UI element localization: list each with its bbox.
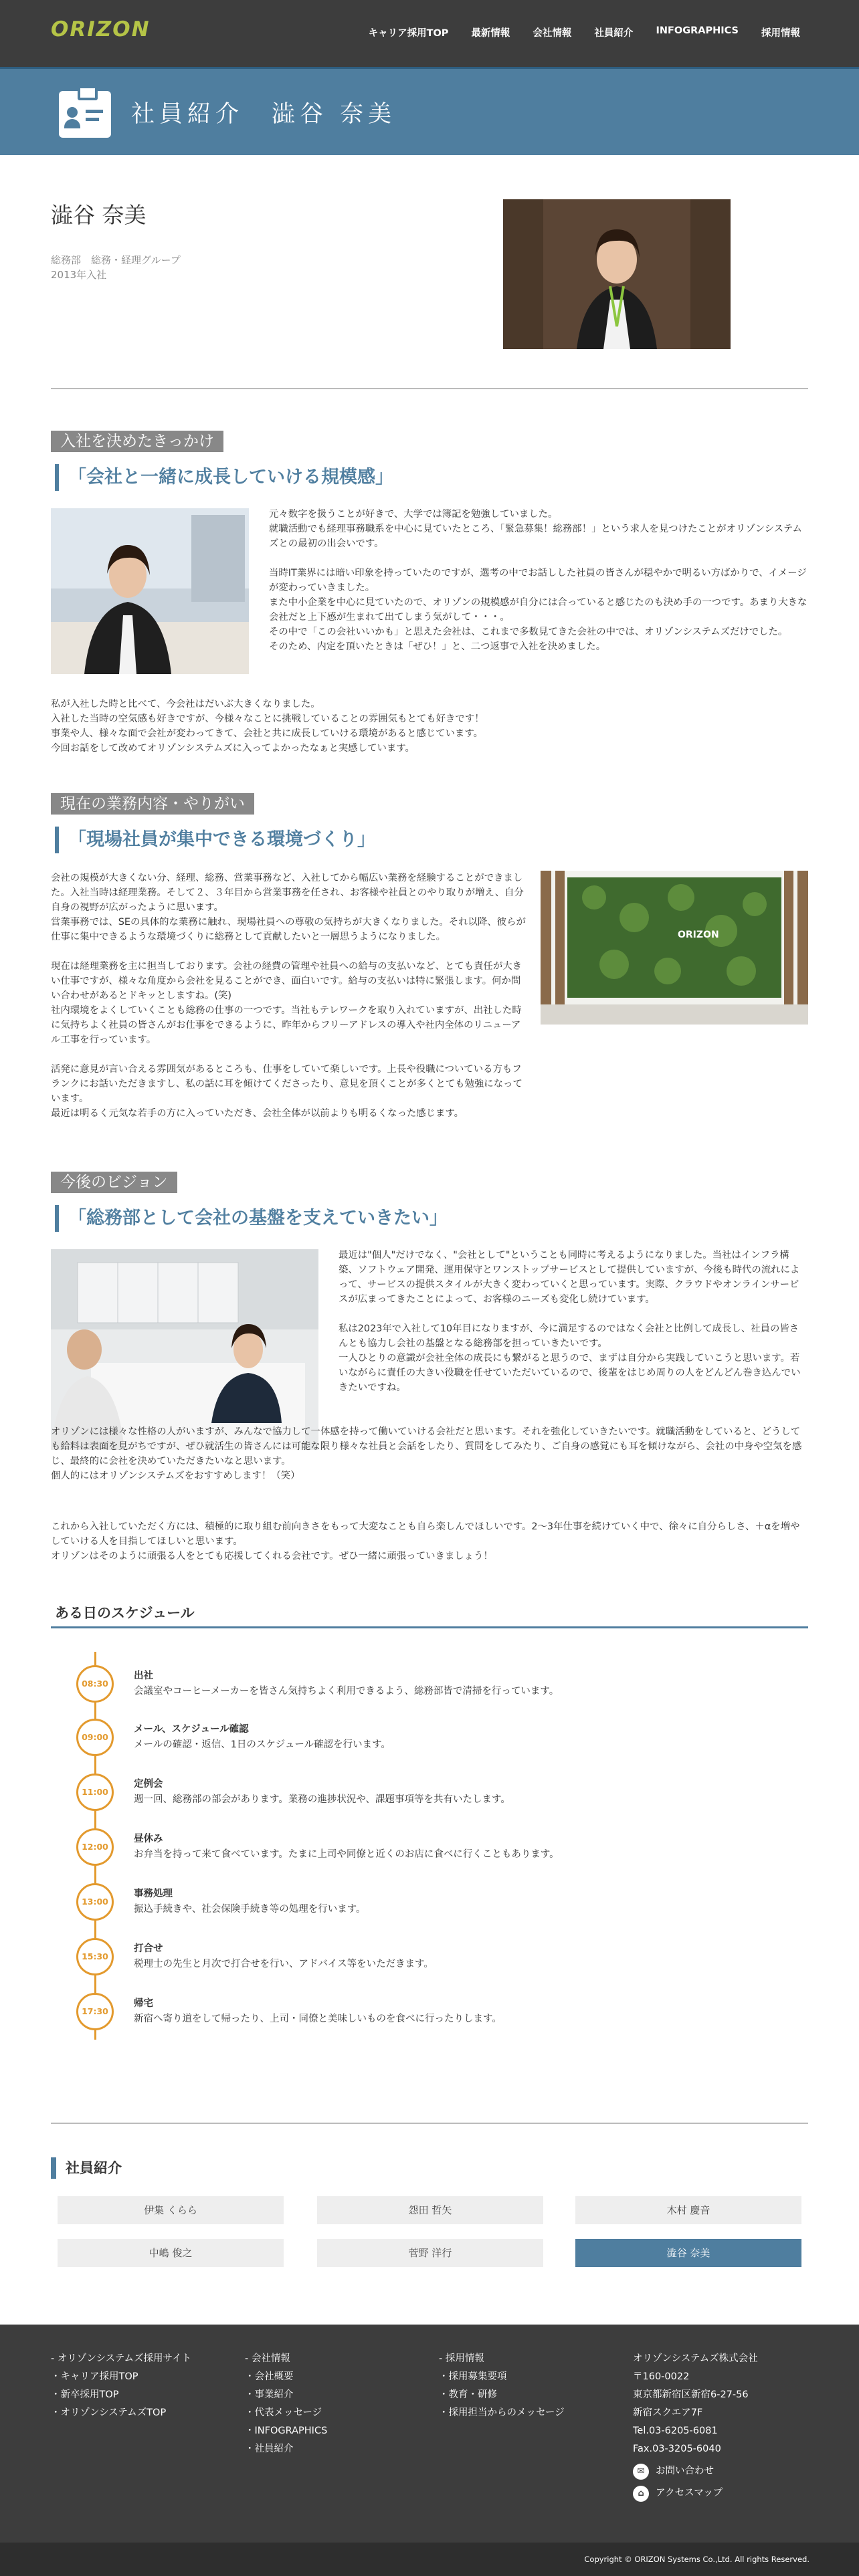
schedule-item-title: メール、スケジュール確認 xyxy=(134,1724,249,1735)
section-label: 入社を決めたきっかけ xyxy=(51,431,223,452)
schedule-item-desc: 新宿へ寄り道をして帰ったり、上司・同僚と美味しいものを食べに行ったりします。 xyxy=(134,2014,502,2024)
site-footer xyxy=(0,2325,859,2576)
divider xyxy=(51,2123,808,2124)
section2-text xyxy=(51,871,527,1136)
mail-icon: ✉ xyxy=(633,2464,649,2480)
footer-link[interactable]: - 採用情報 xyxy=(439,2353,484,2364)
footer-link[interactable]: ・キャリア採用TOP xyxy=(51,2371,138,2382)
time-badge: 11:00 xyxy=(76,1774,114,1811)
map-icon: ⌂ xyxy=(633,2486,649,2502)
footer-link[interactable]: ・教育・研修 xyxy=(439,2389,497,2400)
schedule-item xyxy=(76,1993,779,2033)
staff-link[interactable]: 伊集 くらら xyxy=(58,2196,284,2224)
footer-company-info xyxy=(633,2350,758,2502)
paragraph: 元々数字を扱うことが好きで、大学では簿記を勉強していました。 就職活動でも経理事務職系を中心に見ていたところ、「緊急募集！総務部！」という求人を見つけたことがオリゾンシステムズとの最初の出会いです。 xyxy=(269,509,802,549)
schedule-item-desc: 税理士の先生と月次で打合せを行い、アドバイス等をいただきます。 xyxy=(134,1959,434,1969)
schedule-item-title: 出社 xyxy=(134,1671,153,1681)
staff-link[interactable]: 木村 慶音 xyxy=(575,2196,801,2224)
paragraph: 私は2023年で入社して10年目になりますが、今に満足するのではなく会社と比例して成長し、社員の皆さんとも協力し会社の基盤となる総務部を担っていきたいです。 一人ひとりの意識が会社全体の成長にも繋がると思うので、まずは自分から実践していこうと思います。若いながらに責任の大きい役職を任せていただいているので、後輩をはじめ周りの人をどんどん巻き込んでいきたいですね。 xyxy=(339,1323,801,1393)
footer-link[interactable]: ・事業紹介 xyxy=(245,2389,294,2400)
profile-photo xyxy=(503,199,731,349)
paragraph: 会社の規模が大きくない分、経理、総務、営業事務など、入社してから幅広い業務を経験することができました。入社当時は経理業務。そして２、３年目から営業事務を任され、お客様や社員とのやり取りが増え、自分自身の視野が広がったように思います。 営業事務では、SEの具体的な業務に触れ、現場社員への尊敬の気持ちが大きくなりました。それ以降、彼らが仕事に集中できるような環境づくりに総務として貢献したいと一層思うようになりました。 xyxy=(51,873,526,942)
staff-link[interactable]: 怨田 哲矢 xyxy=(317,2196,543,2224)
copyright: Copyright © ORIZON Systems Co.,Ltd. All rights Reserved. xyxy=(0,2543,859,2576)
global-nav xyxy=(369,25,800,39)
footer-link[interactable]: - オリゾンシステムズ採用サイト xyxy=(51,2353,192,2364)
nav-career-top[interactable]: キャリア採用TOP xyxy=(368,28,449,39)
time-badge: 13:00 xyxy=(76,1883,114,1921)
schedule-item-desc: 週一回、総務部の部会があります。業務の進捗状況や、課題事項等を共有いたします。 xyxy=(134,1794,510,1805)
section-heading: 「総務部として会社の基盤を支えていきたい」 xyxy=(55,1205,448,1232)
time-badge: 15:30 xyxy=(76,1938,114,1975)
footer-link[interactable]: ・会社概要 xyxy=(245,2371,294,2382)
profile-year: 2013年入社 xyxy=(51,269,107,281)
footer-link[interactable]: ・オリゾンシステムズTOP xyxy=(51,2407,167,2418)
time-badge: 17:30 xyxy=(76,1993,114,2030)
schedule-item-title: 定例会 xyxy=(134,1779,163,1790)
paragraph: 最近は"個人"だけでなく、"会社として"ということも同時に考えるようになりました。当社はインフラ構築、ソフトウェア開発、運用保守とワンストップサービスとして提供していますが、今後も時代の流れによって、サービスの提供スタイルが大きく変わっていくと思っています。実際、クラウドやオンラインサービスが広まってきたことによって、お客様のニーズも変化し続けています。 xyxy=(339,1250,800,1305)
time-badge: 09:00 xyxy=(76,1719,114,1756)
section-heading: 「現場社員が集中できる環境づくり」 xyxy=(55,827,375,853)
schedule-item-title: 事務処理 xyxy=(134,1889,173,1899)
section1-text xyxy=(269,507,808,669)
company-fax: Fax.03-3205-6040 xyxy=(633,2444,721,2454)
section3-text xyxy=(339,1248,808,1410)
footer-col-company xyxy=(245,2350,327,2458)
site-logo[interactable]: ORIZON xyxy=(51,17,151,41)
time-badge: 08:30 xyxy=(76,1665,114,1703)
footer-col-recruit xyxy=(439,2350,565,2422)
footer-link[interactable]: ・代表メッセージ xyxy=(245,2407,322,2418)
nav-recruit[interactable]: 採用情報 xyxy=(761,28,800,39)
meeting-photo xyxy=(51,1249,318,1450)
profile-meta xyxy=(51,253,181,282)
staff-link-active[interactable]: 澁谷 奈美 xyxy=(575,2239,801,2267)
schedule-item xyxy=(76,1828,779,1868)
schedule-item-desc: 振込手続きや、社会保険手続き等の処理を行います。 xyxy=(134,1904,366,1915)
schedule-underline xyxy=(51,1626,808,1628)
nav-company[interactable]: 会社情報 xyxy=(533,28,572,39)
paragraph: オリゾンには様々な性格の人がいますが、みんなで協力して一体感を持って働いていける会社だと思います。それを強化していきたいです。就職活動をしていると、どうしても給料は表面を見がちですが、ぜひ就活生の皆さんには可能な限り様々な社員と会話をしたり、質問をしてみたり、ご自身の感覚にも耳を傾けながら、会社の中身や空気を感じ、最終的に会社を決めていただきたいなと思います。 個人的にはオリゾンシステムズをおすすめします！（笑） xyxy=(51,1426,802,1481)
paragraph: 活発に意見が言い合える雰囲気があるところも、仕事をしていて楽しいです。上長や役職についている方もフランクにお話いただきますし、私の話に耳を傾けてくださったり、意見を頂くことが多くとても勉強になっています。 最近は明るく元気な若手の方に入っていただき、会社全体が以前よりも明るくなった感じます。 xyxy=(51,1064,522,1119)
footer-link[interactable]: ・採用担当からのメッセージ xyxy=(439,2407,565,2418)
company-name: オリゾンシステムズ株式会社 xyxy=(633,2353,758,2364)
nav-staff[interactable]: 社員紹介 xyxy=(594,28,634,39)
company-tel: Tel.03-6205-6081 xyxy=(633,2426,718,2436)
footer-link[interactable]: ・INFOGRAPHICS xyxy=(245,2426,328,2436)
site-header xyxy=(0,0,859,67)
schedule-item xyxy=(76,1883,779,1923)
schedule-item-desc: 会議室やコーヒーメーカーを皆さん気持ちよく利用できるよう、総務部皆で清掃を行っています。 xyxy=(134,1686,559,1697)
footer-link[interactable]: ・採用募集要項 xyxy=(439,2371,507,2382)
section-label: 今後のビジョン xyxy=(51,1172,177,1193)
id-card-icon xyxy=(59,91,111,138)
office-sign: ORIZON xyxy=(678,930,719,940)
schedule-item xyxy=(76,1774,779,1814)
time-badge: 12:00 xyxy=(76,1828,114,1866)
nav-news[interactable]: 最新情報 xyxy=(471,28,510,39)
divider xyxy=(51,388,808,389)
schedule-item xyxy=(76,1719,779,1759)
contact-link[interactable]: ✉ お問い合わせ xyxy=(633,2462,758,2480)
section-heading: 「会社と一緒に成長していける規模感」 xyxy=(55,464,393,491)
footer-col-site xyxy=(51,2350,191,2422)
footer-link[interactable]: ・社員紹介 xyxy=(245,2444,294,2454)
schedule-item-title: 昼休み xyxy=(134,1834,163,1844)
paragraph: これから入社していただく方には、積極的に取り組む前向きさをもって大変なことも自ら楽しんでほしいです。2〜3年仕事を続けていく中で、徐々に自分らしさ、＋αを増やしていける人を目指してほしいと思います。 オリゾンはそのように頑張る人をとても応援してくれる会社です。ぜひ一緒に頑張っていきましょう！ xyxy=(51,1521,800,1562)
paragraph: 私が入社した時と比べて、今会社はだいぶ大きくなりました。 入社した当時の空気感も好きですが、今様々なことに挑戦していることの雰囲気もとても好きです！ 事業や人、様々な面で会社が変わってきて、会社と共に成長していける環境があると感じています。 今回お話をして改めてオリゾンシステムズに入ってよかったなぁと実感しています。 xyxy=(51,699,484,754)
schedule-item-title: 帰宅 xyxy=(134,1998,153,2009)
office-photo xyxy=(541,871,808,1025)
nav-infographics[interactable]: INFOGRAPHICS xyxy=(656,25,739,36)
staff-link[interactable]: 菅野 洋行 xyxy=(317,2239,543,2267)
schedule-item-title: 打合せ xyxy=(134,1943,163,1954)
company-address: 東京都新宿区新宿6-27-56 xyxy=(633,2389,749,2400)
page-title: 社員紹介 澁谷 奈美 xyxy=(131,101,397,128)
schedule-item xyxy=(76,1665,779,1705)
paragraph: 当時IT業界には暗い印象を持っていたのですが、選考の中でお話しした社員の皆さんが穏やかで明るい方ばかりで、イメージが変わっていきました。 また中小企業を中心に見ていたので、オリゾンの規模感が自分には合っていると感じたのも決め手の一つです。あまり大きな会社だと上下感が生まれて出てしまう気がして・・・。 その中で「この会社いいかも」と思えた会社は、これまで多数見てきた会社の中では、オリゾンシステムズだけでした。 そのため、内定を頂いたときは「ぜひ！」と、二つ返事で入社を決めました。 xyxy=(269,568,807,652)
section-label: 現在の業務内容・やりがい xyxy=(51,793,254,815)
staff-link[interactable]: 中嶋 俊之 xyxy=(58,2239,284,2267)
schedule-item-desc: お弁当を持って来て食べています。たまに上司や同僚と近くのお店に食べに行くこともあります。 xyxy=(134,1849,559,1860)
interview-photo xyxy=(51,508,249,674)
schedule-item xyxy=(76,1938,779,1978)
paragraph: 現在は経理業務を主に担当しております。会社の経費の管理や社員への給与の支払いなど、とても責任が大きい仕事ですが、様々な角度から会社を見ることができ、面白いです。給与の支払いは特に緊張します。何か問い合わせがあるとドキッとしますね。(笑) 社内環境をよくしていくことも総務の仕事の一つです。当社もテレワークを取り入れていますが、出社した時に気持ちよく社員の皆さんがお仕事をできるように、昨年からフリーアドレスの導入や社内全体のリニューアル工事を行っています。 xyxy=(51,961,522,1045)
company-building: 新宿スクエア7F xyxy=(633,2407,703,2418)
schedule-item-desc: メールの確認・返信、1日のスケジュール確認を行います。 xyxy=(134,1739,391,1750)
footer-link[interactable]: - 会社情報 xyxy=(245,2353,290,2364)
schedule-title: ある日のスケジュール xyxy=(55,1605,195,1621)
profile-dept: 総務部 総務・経理グループ xyxy=(51,254,181,266)
footer-link[interactable]: ・新卒採用TOP xyxy=(51,2389,119,2400)
page-hero xyxy=(0,67,859,155)
staff-section-title: 社員紹介 xyxy=(51,2157,122,2179)
access-link[interactable]: ⌂ アクセスマップ xyxy=(633,2484,758,2502)
profile-name: 澁谷 奈美 xyxy=(51,202,147,228)
company-zip: 〒160-0022 xyxy=(633,2371,690,2382)
